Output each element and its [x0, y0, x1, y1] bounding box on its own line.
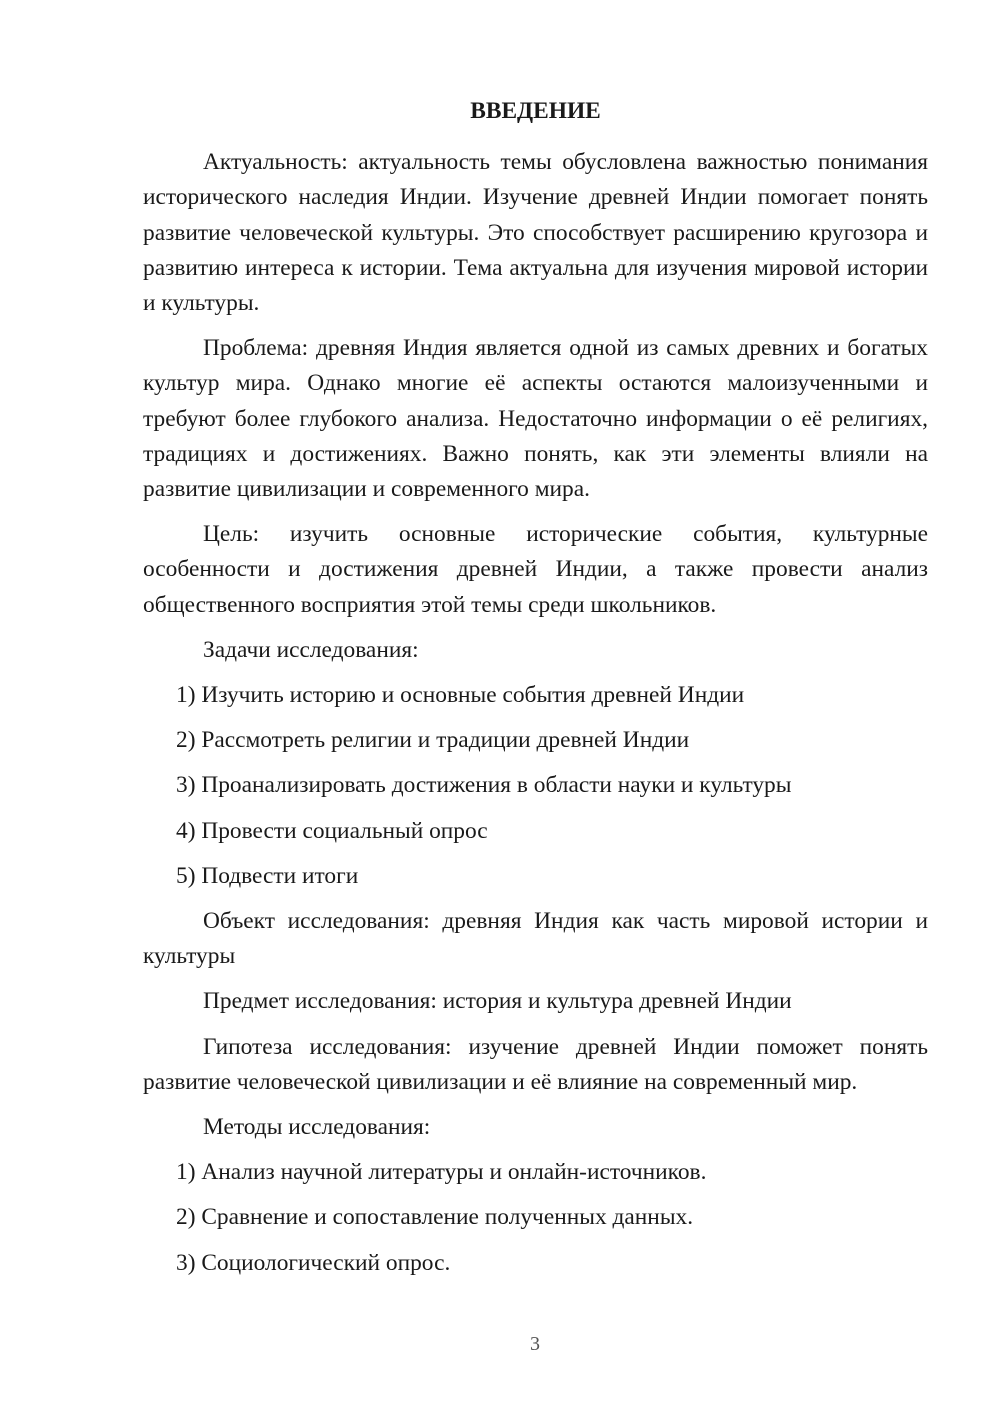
- relevance-paragraph: Актуальность: актуальность темы обусловлена важностью понимания исторического наследия Индии. Изучение древней Индии помогает понять развитие человеческой культуры. Это способствует расширению кругозора и развитию интереса к истории. Тема актуальна для изучения мировой истории и культуры.: [143, 149, 928, 317]
- goal-paragraph: Цель: изучить основные исторические события, культурные особенности и достижения древней Индии, а также провести анализ общественного восприятия этой темы среди школьников.: [143, 521, 928, 618]
- task-item: 2) Рассмотреть религии и традиции древней Индии: [176, 727, 690, 754]
- hypothesis-paragraph: Гипотеза исследования: изучение древней Индии поможет понять развитие человеческой цивилизации и её влияние на современный мир.: [143, 1033, 928, 1095]
- method-item: 1) Анализ научной литературы и онлайн-источников.: [176, 1159, 707, 1186]
- task-item: 4) Провести социальный опрос: [176, 817, 488, 844]
- task-item: 5) Подвести итоги: [176, 862, 359, 889]
- tasks-heading: Задачи исследования:: [203, 636, 419, 663]
- problem-paragraph: Проблема: древняя Индия является одной из самых древних и богатых культур мира. Однако многие её аспекты остаются малоизученными и требуют более глубокого анализа. Недостаточно информации о её религиях, традициях и достижениях. Важно понять, как эти элементы влияли на развитие цивилизации и современного мира.: [143, 335, 928, 503]
- methods-heading: Методы исследования:: [203, 1114, 431, 1141]
- task-item: 1) Изучить историю и основные события древней Индии: [176, 682, 745, 709]
- object-paragraph: Объект исследования: древняя Индия как часть мировой истории и культуры: [143, 908, 928, 970]
- task-item: 3) Проанализировать достижения в области науки и культуры: [176, 772, 792, 799]
- page-content: [143, 94, 928, 1291]
- page-number: 3: [530, 1333, 540, 1355]
- section-title: ВВЕДЕНИЕ: [470, 98, 601, 124]
- method-item: 2) Сравнение и сопоставление полученных данных.: [176, 1204, 694, 1231]
- method-item: 3) Социологический опрос.: [176, 1249, 451, 1276]
- subject-paragraph: Предмет исследования: история и культура древней Индии: [203, 988, 792, 1015]
